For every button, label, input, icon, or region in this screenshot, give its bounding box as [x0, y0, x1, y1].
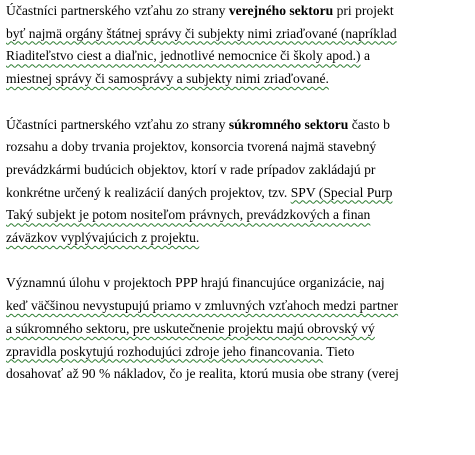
grammar-flagged-text: a súkromného sektoru, pre uskutečnenie projektu majú obrovský vý: [6, 320, 375, 336]
text-run: dosahovať až 90 % nákladov, čo je realita, ktorú musia obe strany (verej: [6, 366, 399, 382]
text-line: [6, 204, 475, 226]
grammar-flagged-text: Taký subjekt je potom nositeľom právnych, prevádzkových a finan: [6, 207, 371, 223]
text-run: konkrétne určený k realizácií daných projektov, tzv.: [6, 184, 291, 200]
text-line: [6, 0, 475, 22]
text-run: rozsahu a doby trvania projektov, konsorcia tvorená najmä stavebný: [6, 139, 377, 155]
grammar-flagged-text: keď väčšinou nevystupujú priamo v zmluvných vzťahoch medzi partner: [6, 298, 399, 314]
bold-text: súkromného sektoru: [228, 116, 349, 132]
grammar-flagged-text: Riaditeľstvo ciest a diaľnic, jednotlivé nemocnice či školy apod.): [6, 48, 361, 64]
text-line: [6, 68, 475, 90]
grammar-flagged-text: byť najmä orgány štátnej správy či subjekty nimi zriaďované (napríklad: [6, 25, 397, 41]
text-run: Účastníci partnerského vzťahu zo strany: [6, 3, 229, 18]
bold-text: verejného sektoru: [228, 3, 334, 18]
grammar-flagged-text: zpravidla poskytujú rozhodujúci zdroje jeho financovania.: [6, 343, 324, 359]
text-run: prevádzkármi budúcich objektov, ktorí v rade prípadov zakládajú pr: [6, 161, 376, 177]
text-run: pri projekt: [333, 3, 394, 18]
text-line: [6, 295, 475, 317]
grammar-flagged-text: SPV (Special Purp: [290, 184, 393, 200]
text-line: [6, 159, 475, 181]
text-line: [6, 341, 475, 363]
text-line: [6, 182, 475, 204]
text-run: a: [360, 48, 371, 64]
text-line: [6, 45, 475, 67]
text-line: [6, 318, 475, 340]
text-line: [6, 227, 475, 249]
text-run: Účastníci partnerského vzťahu zo strany: [6, 116, 229, 132]
text-line: [6, 272, 475, 294]
text-line: [6, 114, 475, 136]
text-line: [6, 136, 475, 158]
grammar-flagged-text: záväzkov vyplývajúcich z projektu.: [6, 230, 200, 245]
text-run: často b: [348, 116, 390, 132]
grammar-flagged-text: miestnej správy či samosprávy a subjekty nimi zriaďované.: [6, 71, 329, 87]
text-line: [6, 23, 475, 45]
text-run: Tieto: [323, 343, 355, 359]
text-line: [6, 363, 475, 385]
text-run: Významnú úlohu v projektoch PPP hrajú financujúce organizácie, naj: [6, 275, 385, 291]
